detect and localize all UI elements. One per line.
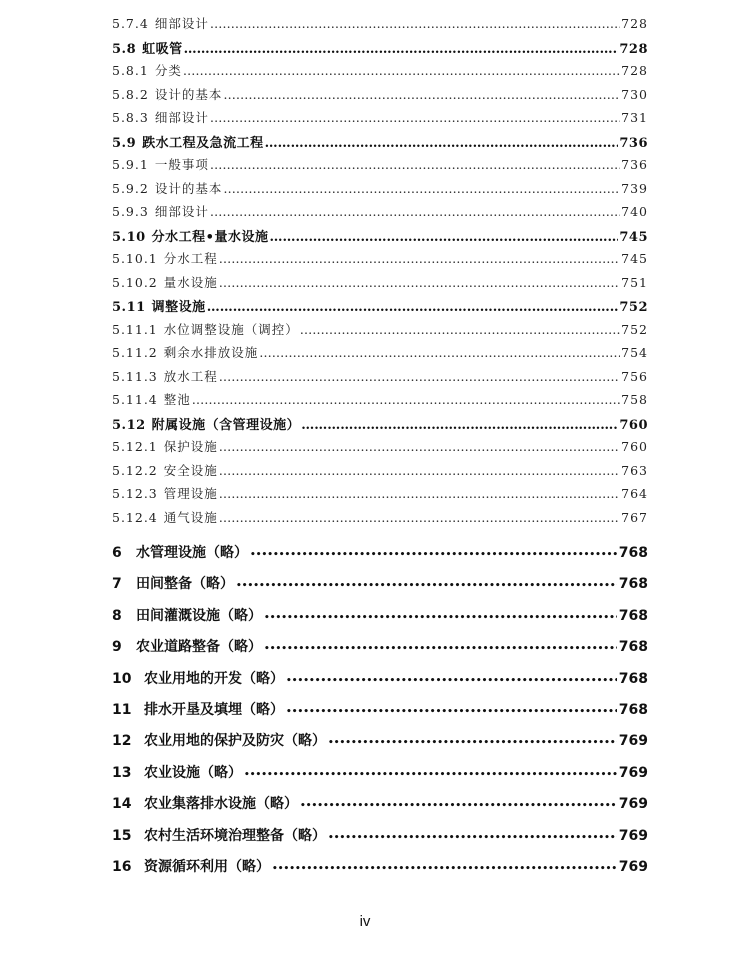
chapter-page: 769 xyxy=(618,733,648,750)
entry-page: 739 xyxy=(621,180,648,196)
entry-number: 5.12.1 xyxy=(112,439,158,454)
dot-leader xyxy=(301,418,618,433)
chapter-number: 11 xyxy=(112,701,132,718)
dot-leader xyxy=(219,510,620,525)
toc-entry[interactable] xyxy=(112,249,648,273)
chapter-number: 9 xyxy=(112,639,122,656)
entry-number: 5.9 xyxy=(112,135,137,151)
dot-leader xyxy=(236,576,617,592)
entry-number: 5.12.4 xyxy=(112,509,158,525)
toc-entry[interactable] xyxy=(112,179,648,203)
entry-page: 756 xyxy=(621,368,648,384)
dot-leader xyxy=(183,63,620,78)
chapter-title: 田间灌溉设施（略） xyxy=(136,607,262,624)
entry-title: 水位调整设施（调控） xyxy=(163,321,299,337)
toc-chapter[interactable] xyxy=(112,730,648,761)
dot-leader xyxy=(265,136,619,151)
dot-leader xyxy=(192,392,620,407)
dot-leader xyxy=(328,828,617,844)
entry-number: 5.8 xyxy=(112,41,137,57)
dot-leader xyxy=(286,702,617,718)
dot-leader xyxy=(272,859,617,875)
toc-entry[interactable] xyxy=(112,508,648,532)
entry-number: 5.12.2 xyxy=(112,462,158,478)
entry-title: 细部设计 xyxy=(154,110,209,125)
dot-leader xyxy=(207,300,619,315)
entry-page: 752 xyxy=(619,300,648,315)
entry-page: 736 xyxy=(619,135,648,151)
dot-leader xyxy=(250,545,617,561)
page-number: iv xyxy=(359,913,371,930)
entry-page: 752 xyxy=(621,321,648,337)
dot-leader xyxy=(219,439,620,454)
chapter-number: 15 xyxy=(112,827,132,844)
toc-chapter[interactable] xyxy=(112,668,648,699)
entry-number: 5.7.4 xyxy=(112,16,149,31)
entry-page: 730 xyxy=(621,86,648,102)
dot-leader xyxy=(300,322,620,337)
chapter-page: 769 xyxy=(618,796,648,813)
dot-leader xyxy=(219,463,620,478)
chapter-title: 资源循环利用（略） xyxy=(144,858,270,875)
chapter-title: 农业用地的开发（略） xyxy=(144,670,284,687)
dot-leader xyxy=(286,671,617,687)
chapter-page: 769 xyxy=(618,827,648,844)
entry-number: 5.11.1 xyxy=(112,321,158,337)
toc-chapters xyxy=(112,542,648,887)
entry-title: 调整设施 xyxy=(151,300,206,315)
dot-leader xyxy=(219,486,620,501)
toc-chapter[interactable] xyxy=(112,762,648,793)
entry-number: 5.8.2 xyxy=(112,86,149,102)
entry-page: 728 xyxy=(621,16,648,31)
chapter-page: 768 xyxy=(618,545,648,561)
entry-title: 通气设施 xyxy=(163,509,218,525)
toc-entry[interactable] xyxy=(112,343,648,367)
toc-entry[interactable] xyxy=(112,484,648,508)
entry-title: 虹吸管 xyxy=(142,41,183,57)
dot-leader xyxy=(269,230,618,245)
toc-chapter[interactable] xyxy=(112,636,648,667)
dot-leader xyxy=(300,796,617,812)
toc-entry[interactable] xyxy=(112,437,648,461)
entry-page: 740 xyxy=(621,204,648,219)
entry-title: 附属设施（含管理设施） xyxy=(151,417,301,433)
entry-page: 760 xyxy=(621,439,648,454)
entry-page: 758 xyxy=(621,392,648,407)
dot-leader xyxy=(184,42,619,57)
toc-entry[interactable] xyxy=(112,61,648,85)
chapter-number: 8 xyxy=(112,607,122,624)
toc-sections xyxy=(112,14,648,531)
entry-page: 728 xyxy=(619,41,648,57)
dot-leader xyxy=(259,345,620,360)
chapter-title: 农业用地的保护及防灾（略） xyxy=(144,733,326,750)
dot-leader xyxy=(264,608,617,624)
entry-title: 细部设计 xyxy=(154,16,209,31)
toc-entry[interactable] xyxy=(112,226,648,250)
entry-title: 分水工程 xyxy=(163,251,218,266)
entry-title: 管理设施 xyxy=(163,486,218,501)
entry-page: 751 xyxy=(621,274,648,290)
entry-page: 767 xyxy=(621,509,648,525)
dot-leader xyxy=(244,765,617,781)
chapter-number: 16 xyxy=(112,858,132,875)
toc-entry[interactable] xyxy=(112,320,648,344)
entry-title: 整池 xyxy=(163,392,191,407)
chapter-title: 排水开垦及填埋（略） xyxy=(144,701,284,718)
toc-entry[interactable] xyxy=(112,273,648,297)
dot-leader xyxy=(219,251,620,266)
toc-entry[interactable] xyxy=(112,296,648,320)
toc-entry[interactable] xyxy=(112,155,648,179)
chapter-page: 768 xyxy=(618,670,648,687)
entry-title: 跌水工程及急流工程 xyxy=(142,135,264,151)
entry-number: 5.10.1 xyxy=(112,251,158,266)
toc-chapter[interactable] xyxy=(112,856,648,887)
chapter-page: 768 xyxy=(618,607,648,624)
entry-number: 5.11.4 xyxy=(112,392,158,407)
entry-title: 剩余水排放设施 xyxy=(163,345,259,360)
chapter-title: 农业设施（略） xyxy=(144,764,242,781)
toc-entry[interactable] xyxy=(112,132,648,156)
toc-entry[interactable] xyxy=(112,461,648,485)
toc-entry[interactable] xyxy=(112,14,648,38)
chapter-page: 769 xyxy=(618,858,648,875)
chapter-number: 10 xyxy=(112,670,132,687)
entry-number: 5.12.3 xyxy=(112,486,158,501)
toc-entry[interactable] xyxy=(112,367,648,391)
toc-chapter[interactable] xyxy=(112,699,648,730)
chapter-number: 14 xyxy=(112,796,132,813)
entry-page: 760 xyxy=(619,417,648,433)
chapter-page: 769 xyxy=(618,764,648,781)
entry-number: 5.10 xyxy=(112,229,146,245)
entry-title: 保护设施 xyxy=(163,439,218,454)
dot-leader xyxy=(219,369,620,384)
entry-number: 5.8.1 xyxy=(112,63,149,78)
entry-page: 745 xyxy=(619,229,648,245)
dot-leader xyxy=(223,181,620,196)
entry-title: 分水工程•量水设施 xyxy=(151,229,269,245)
chapter-page: 768 xyxy=(618,701,648,718)
entry-number: 5.9.1 xyxy=(112,157,149,172)
dot-leader xyxy=(264,639,617,655)
toc-entry[interactable] xyxy=(112,202,648,226)
toc-chapter[interactable] xyxy=(112,573,648,604)
dot-leader xyxy=(210,16,620,31)
chapter-page: 768 xyxy=(618,639,648,656)
entry-page: 731 xyxy=(621,110,648,125)
toc-entry[interactable] xyxy=(112,85,648,109)
entry-number: 5.9.3 xyxy=(112,204,149,219)
dot-leader xyxy=(223,87,620,102)
entry-number: 5.11.3 xyxy=(112,368,158,384)
chapter-title: 农业道路整备（略） xyxy=(136,639,262,656)
toc-entry[interactable] xyxy=(112,414,648,438)
toc-chapter[interactable] xyxy=(112,825,648,856)
toc-entry[interactable] xyxy=(112,390,648,414)
chapter-number: 7 xyxy=(112,576,122,593)
toc-chapter[interactable] xyxy=(112,605,648,636)
toc-chapter[interactable] xyxy=(112,793,648,824)
entry-title: 一般事项 xyxy=(154,157,209,172)
toc-chapter[interactable] xyxy=(112,542,648,573)
entry-title: 量水设施 xyxy=(163,274,218,290)
entry-title: 放水工程 xyxy=(163,368,218,384)
chapter-title: 农村生活环境治理整备（略） xyxy=(144,827,326,844)
entry-title: 细部设计 xyxy=(154,204,209,219)
entry-number: 5.10.2 xyxy=(112,274,158,290)
entry-number: 5.8.3 xyxy=(112,110,149,125)
entry-number: 5.12 xyxy=(112,417,146,433)
entry-number: 5.11 xyxy=(112,300,146,315)
entry-number: 5.9.2 xyxy=(112,180,149,196)
entry-page: 728 xyxy=(621,63,648,78)
dot-leader xyxy=(210,157,620,172)
chapter-title: 农业集落排水设施（略） xyxy=(144,796,298,813)
entry-number: 5.11.2 xyxy=(112,345,158,360)
dot-leader xyxy=(210,204,620,219)
entry-page: 745 xyxy=(621,251,648,266)
entry-page: 736 xyxy=(621,157,648,172)
toc-entry[interactable] xyxy=(112,38,648,62)
chapter-page: 768 xyxy=(618,576,648,593)
chapter-number: 13 xyxy=(112,764,132,781)
chapter-number: 12 xyxy=(112,733,132,750)
entry-page: 764 xyxy=(621,486,648,501)
entry-title: 设计的基本 xyxy=(154,86,223,102)
chapter-title: 田间整备（略） xyxy=(136,576,234,593)
entry-title: 设计的基本 xyxy=(154,180,223,196)
dot-leader xyxy=(210,110,620,125)
entry-page: 754 xyxy=(621,345,648,360)
dot-leader xyxy=(219,275,620,290)
chapter-title: 水管理设施（略） xyxy=(136,545,248,561)
chapter-number: 6 xyxy=(112,545,122,561)
entry-title: 分类 xyxy=(154,63,182,78)
toc-entry[interactable] xyxy=(112,108,648,132)
entry-title: 安全设施 xyxy=(163,462,218,478)
dot-leader xyxy=(328,733,617,749)
entry-page: 763 xyxy=(621,462,648,478)
